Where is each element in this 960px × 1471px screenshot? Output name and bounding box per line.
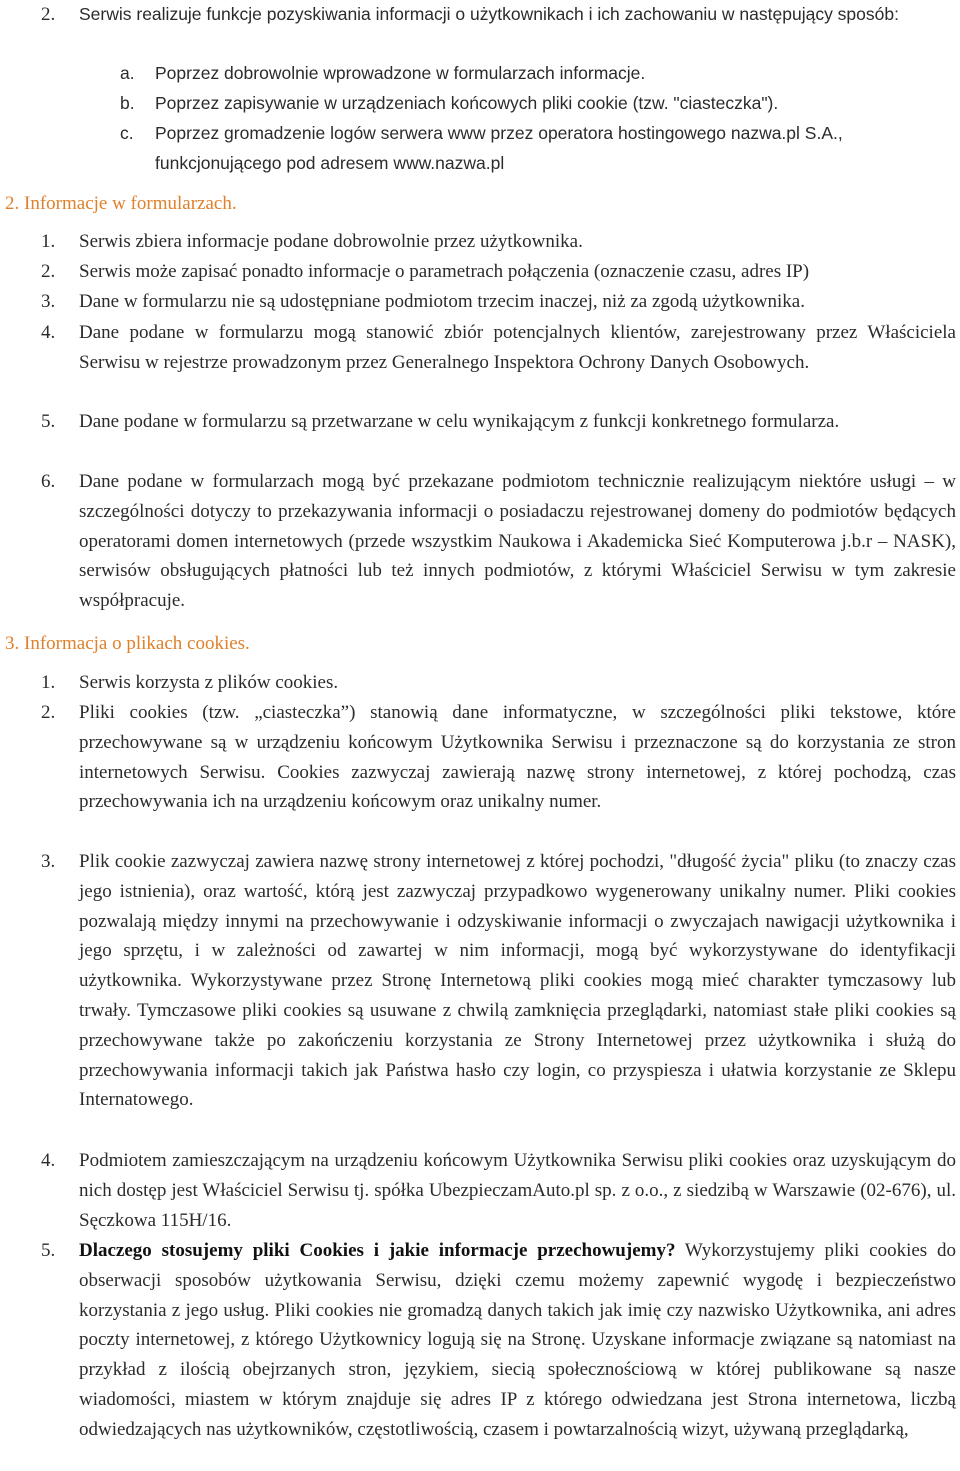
list-number: 5.: [41, 1240, 56, 1261]
paragraph-text: Wykorzystujemy pliki cookies do obserwacji sposobów użytkowania Serwisu, dzięki czemu możemy zapewnić wygodę i bezpieczeństwo korzystania z jego usług. Pliki cookies nie gromadzą danych takich jak imię czy nazwisko Użytkownika, ani adres poczty internetowej, z którego Użytkownicy logują się na Stronę. Uzyskane informacje związane są natomiast na przykład z ilością obejrzanych stron, językiem, siecią społecznościową w której publikowane są nasze wiadomości, miastem w którym znajduje się adres IP z którego odwiedzana jest Strona internetowa, liczbą odwiedzających nas użytkowników, częstotliwością, czasem i powtarzalnością wizyt, używaną przeglądarką,: [79, 1240, 956, 1440]
list-item-text: [79, 1236, 956, 1445]
list-number: 2.: [41, 4, 56, 25]
list-item-text: Serwis może zapisać ponadto informacje o parametrach połączenia (oznaczenie czasu, adres IP): [79, 261, 810, 282]
sublist-label: c.: [120, 123, 134, 143]
sublist-item-text: Poprzez gromadzenie logów serwera www przez operatora hostingowego nazwa.pl S.A., funkcjonującego pod adresem www.nazwa.pl: [155, 123, 843, 173]
question-heading: Dlaczego stosujemy pliki Cookies i jakie informacje przechowujemy?: [79, 1240, 676, 1261]
list-number: 3.: [41, 291, 56, 312]
list-number: 6.: [41, 471, 56, 492]
sublist-label: b.: [120, 93, 135, 113]
list-item-text: Dane podane w formularzu są przetwarzane w celu wynikającym z funkcji konkretnego formularza.: [79, 411, 840, 432]
list-item-text: Dane podane w formularzach mogą być przekazane podmiotom technicznie realizującym niektóre usługi – w szczególności dotyczy to przekazywania informacji o posiadaczu rejestrowanej domeny do podmiotów będących operatorami domen internetowych (przede wszystkim Naukowa i Akademicka Sieć Komputerowa j.b.r – NASK), serwisów obsługujących płatności lub też innych podmiotów, z którymi Właściciel Serwisu w tym zakresie współpracuje.: [79, 471, 956, 612]
list-number: 2.: [41, 261, 56, 282]
section-heading: 2. Informacje w formularzach.: [5, 193, 237, 214]
list-number: 5.: [41, 411, 56, 432]
list-number: 2.: [41, 702, 56, 723]
list-item-text: Dane podane w formularzu mogą stanowić zbiór potencjalnych klientów, zarejestrowany przez Właściciela Serwisu w rejestrze prowadzonym przez Generalnego Inspektora Ochrony Danych Osobowych.: [79, 322, 956, 373]
list-number: 1.: [41, 231, 56, 252]
list-number: 4.: [41, 322, 56, 343]
list-item-text: Pliki cookies (tzw. „ciasteczka”) stanowią dane informatyczne, w szczególności pliki tekstowe, które przechowywane są w urządzeniu końcowym Użytkownika Serwisu i przeznaczone są do korzystania ze stron internetowych Serwisu. Cookies zazwyczaj zawierają nazwę strony internetowej, z której pochodzą, czas przechowywania ich na urządzeniu końcowym oraz unikalny numer.: [79, 702, 956, 813]
list-item-text: Plik cookie zazwyczaj zawiera nazwę strony internetowej z której pochodzi, "długość życia" pliku (to znaczy czas jego istnienia), oraz wartość, którą jest zazwyczaj przypadkowo wygenerowany unikalny numer. Pliki cookies pozwalają między innymi na przechowywanie i odzyskiwanie informacji o zwyczajach nawigacji użytkownika i jego sprzętu, i w zależności od zawartej w nim informacji, mogą być wykorzystywane do identyfikacji użytkownika. Wykorzystywane przez Stronę Internetową pliki cookies mogą mieć charakter tymczasowy lub trwały. Tymczasowe pliki cookies są usuwane z chwilą zamknięcia przeglądarki, natomiast stałe pliki cookies są przechowywane także po zakończeniu korzystania ze Strony Internetowej przez użytkownika i służą do przechowywania informacji takich jak Państwa hasło czy login, co przyspiesza i ułatwia korzystanie ze Sklepu Internatowego.: [79, 851, 956, 1111]
list-item-text: Dane w formularzu nie są udostępniane podmiotom trzecim inaczej, niż za zgodą użytkownika.: [79, 291, 805, 312]
list-item-text: Serwis realizuje funkcje pozyskiwania informacji o użytkownikach i ich zachowaniu w następujący sposób:: [79, 4, 899, 24]
sublist-label: a.: [120, 63, 135, 83]
list-item-text: Serwis zbiera informacje podane dobrowolnie przez użytkownika.: [79, 231, 583, 252]
list-number: 4.: [41, 1150, 56, 1171]
section-heading: 3. Informacja o plikach cookies.: [5, 633, 250, 654]
sublist-item-text: Poprzez dobrowolnie wprowadzone w formularzach informacje.: [155, 63, 646, 83]
list-number: 3.: [41, 851, 56, 872]
sublist-item-text: Poprzez zapisywanie w urządzeniach końcowych pliki cookie (tzw. "ciasteczka").: [155, 93, 779, 113]
list-item-text: Podmiotem zamieszczającym na urządzeniu końcowym Użytkownika Serwisu pliki cookies oraz uzyskującym do nich dostęp jest Właściciel Serwisu tj. spółka UbezpieczamAuto.pl sp. z o.o., z siedzibą w Warszawie (02-676), ul. Sęczkowa 115H/16.: [79, 1150, 956, 1231]
list-item-text: Serwis korzysta z plików cookies.: [79, 672, 339, 693]
list-number: 1.: [41, 672, 56, 693]
